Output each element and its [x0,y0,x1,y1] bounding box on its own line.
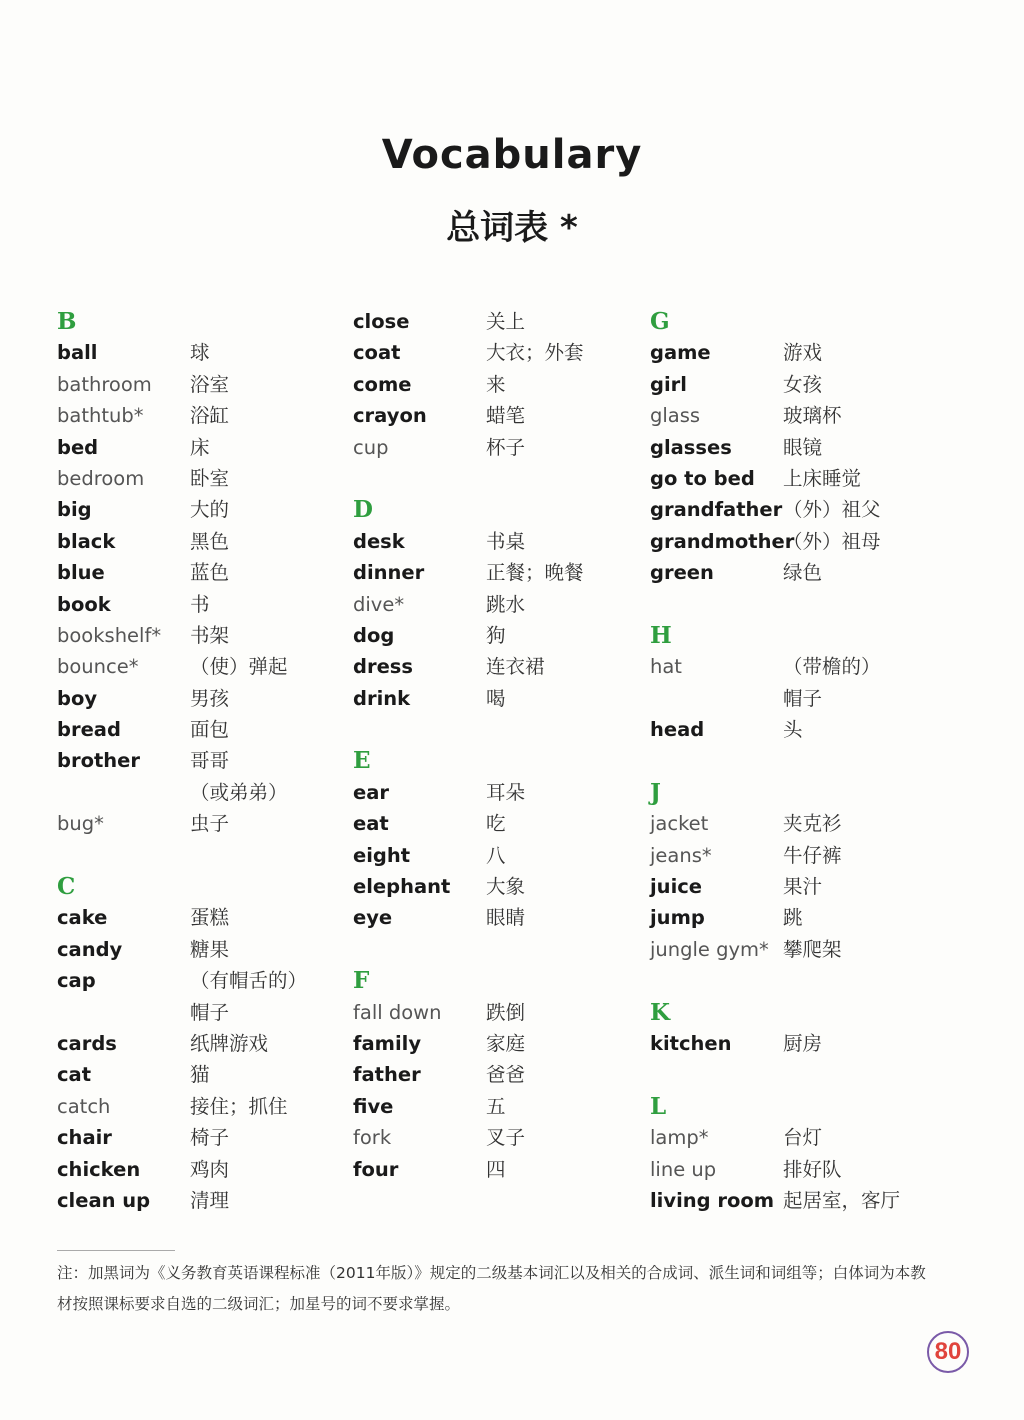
vocab-entry [57,1059,377,1090]
english-word: big [57,498,92,522]
english-word: candy [57,937,123,961]
vocab-entry [353,400,673,431]
vocab-section [650,1059,970,1216]
vocab-entry [650,683,970,714]
english-word: go to bed [650,466,755,490]
chinese-meaning: 攀爬架 [783,937,842,961]
english-word: clean up [57,1188,151,1212]
vocab-entry [57,745,377,776]
chinese-meaning: 椅子 [190,1126,230,1150]
vocab-entry [353,1028,673,1059]
chinese-meaning: 清理 [190,1188,230,1212]
vocab-entry [650,463,970,494]
section-spacer [353,934,673,965]
chinese-meaning: 牛仔裤 [783,843,842,867]
chinese-meaning: 糖果 [190,937,230,961]
section-letter: K [650,998,670,1026]
vocab-section [353,463,673,714]
english-word: jacket [650,812,709,836]
chinese-meaning: 猫 [190,1063,210,1087]
chinese-meaning: 帽子 [190,1000,230,1024]
chinese-meaning: 哥哥 [190,749,230,773]
footnote-divider [57,1250,175,1251]
vocab-entry [353,557,673,588]
vocab-section [57,840,377,1217]
vocab-section [650,745,970,965]
section-spacer [353,463,673,494]
vocab-entry [650,400,970,431]
vocab-entry [353,651,673,682]
chinese-meaning: 大衣；外套 [486,341,584,365]
chinese-meaning: 浴室 [190,372,230,396]
chinese-meaning: 书桌 [486,529,526,553]
english-word: coat [353,341,401,365]
english-word: five [353,1094,394,1118]
vocab-entry [57,997,377,1028]
vocab-entry [650,934,970,965]
vocab-entry [353,997,673,1028]
vocab-entry [353,840,673,871]
vocab-entry [650,651,970,682]
chinese-meaning: 蓝色 [190,561,230,585]
vocab-entry [57,714,377,745]
chinese-meaning: 大的 [190,498,230,522]
footnote-text: 注：加黑词为《义务教育英语课程标准（2011年版）》规定的二级基本词汇以及相关的合成词、派生词和词组等；白体词为本教材按照课标要求自选的二级词汇；加星号的词不要求掌握。 [57,1264,926,1313]
english-word: head [650,718,705,742]
chinese-meaning: 帽子 [783,686,823,710]
chinese-meaning: 绿色 [783,561,823,585]
english-word: fall down [353,1000,442,1024]
vocab-entry [57,337,377,368]
vocab-entry [57,651,377,682]
english-word: glasses [650,435,732,459]
vocab-entry [650,1185,970,1216]
chinese-meaning: 台灯 [783,1126,823,1150]
chinese-meaning: 游戏 [783,341,823,365]
chinese-meaning: 起居室，客厅 [783,1188,901,1212]
english-word: book [57,592,111,616]
english-word: blue [57,561,105,585]
english-word: juice [650,875,703,899]
vocab-section [650,965,970,1059]
english-word: boy [57,686,98,710]
vocab-entry [353,337,673,368]
vocab-entry [353,589,673,620]
vocab-entry [650,557,970,588]
english-word: brother [57,749,141,773]
english-word: eight [353,843,411,867]
english-word: bathtub* [57,404,144,428]
english-word: jungle gym* [650,937,769,961]
vocab-entry [650,337,970,368]
chinese-meaning: （外）祖母 [783,529,881,553]
chinese-meaning: 关上 [486,310,526,333]
vocab-column-2 [353,306,673,1185]
section-spacer [650,589,970,620]
chinese-meaning: 虫子 [190,812,230,836]
chinese-meaning: 吃 [486,812,506,836]
vocab-entry [353,808,673,839]
vocab-entry [57,965,377,996]
english-word: dog [353,623,395,647]
english-word: jump [650,906,705,930]
chinese-meaning: （外）祖父 [783,498,881,522]
chinese-meaning: 狗 [486,623,506,647]
chinese-meaning: 纸牌游戏 [190,1031,269,1055]
chinese-meaning: 来 [486,372,506,396]
vocab-entry [57,1091,377,1122]
vocab-entry [57,432,377,463]
english-word: living room [650,1188,775,1212]
english-word: ball [57,341,98,365]
english-word: chicken [57,1157,141,1181]
vocab-entry [57,494,377,525]
chinese-meaning: 球 [190,341,210,365]
vocab-entry [57,902,377,933]
english-word: grandmother [650,529,795,553]
chinese-meaning: 爸爸 [486,1063,526,1087]
english-word [57,997,190,1028]
section-spacer [353,714,673,745]
chinese-meaning: 浴缸 [190,404,230,428]
english-word: four [353,1157,399,1181]
section-spacer [650,745,970,776]
chinese-meaning: 耳朵 [486,780,526,804]
chinese-meaning: 蜡笔 [486,404,526,428]
chinese-meaning: 眼镜 [783,435,823,459]
vocab-entry [650,1122,970,1153]
section-letter: E [353,747,371,775]
english-word: cat [57,1063,92,1087]
chinese-meaning: 眼睛 [486,906,526,930]
chinese-meaning: 五 [486,1094,506,1118]
vocab-section [650,306,970,589]
english-word: lamp* [650,1126,709,1150]
vocab-entry [353,777,673,808]
chinese-meaning: 上床睡觉 [783,466,862,490]
chinese-meaning: 鸡肉 [190,1157,230,1181]
english-word: game [650,341,711,365]
section-letter: F [353,967,370,995]
english-word: hat [650,655,682,679]
english-word: eat [353,812,389,836]
english-word: chair [57,1126,112,1150]
english-word [57,777,190,808]
chinese-meaning: 正餐；晚餐 [486,561,584,585]
vocab-entry [57,369,377,400]
section-spacer [57,840,377,871]
english-word: elephant [353,875,451,899]
chinese-meaning: 男孩 [190,686,230,710]
vocab-column-3 [650,306,970,1216]
page-number: 80 [927,1331,969,1373]
chinese-meaning: 跳 [783,906,803,930]
english-word: cards [57,1031,117,1055]
english-word: fork [353,1126,392,1150]
chinese-meaning: （使）弹起 [190,655,288,679]
english-word: bread [57,718,121,742]
english-word: bathroom [57,372,152,396]
section-letter: D [353,496,373,524]
vocab-entry [57,1185,377,1216]
vocab-entry [57,1122,377,1153]
vocab-entry [650,1154,970,1185]
chinese-meaning: 卧室 [190,466,230,490]
english-word: cup [353,435,389,459]
chinese-meaning: 女孩 [783,372,823,396]
vocab-entry [650,494,970,525]
english-word: glass [650,404,701,428]
english-word: eye [353,906,393,930]
vocab-entry [353,369,673,400]
vocab-entry [650,808,970,839]
vocab-entry [353,1059,673,1090]
vocab-entry [353,620,673,651]
vocab-entry [650,369,970,400]
chinese-meaning: 接住；抓住 [190,1094,288,1118]
vocab-entry [57,620,377,651]
vocab-entry [57,1028,377,1059]
vocab-section [353,714,673,934]
english-word: green [650,561,714,585]
vocab-entry [353,683,673,714]
chinese-meaning: 连衣裙 [486,655,545,679]
chinese-meaning: 果汁 [783,875,823,899]
english-word: bedroom [57,466,145,490]
english-word: crayon [353,404,427,428]
vocab-entry [353,902,673,933]
vocab-entry [650,526,970,557]
english-word: cake [57,906,108,930]
vocab-entry [650,871,970,902]
chinese-meaning: 头 [783,718,803,742]
vocab-entry [57,683,377,714]
vocab-section [650,589,970,746]
chinese-meaning: 玻璃杯 [783,404,842,428]
vocab-entry [57,400,377,431]
chinese-meaning: 厨房 [783,1031,823,1055]
chinese-meaning: 面包 [190,718,230,742]
english-word: bed [57,435,99,459]
english-word: dress [353,655,414,679]
vocab-section [353,934,673,1185]
vocab-entry [353,432,673,463]
english-word: desk [353,529,405,553]
chinese-meaning: 书 [190,592,210,616]
chinese-meaning: （或弟弟） [190,780,288,804]
vocab-entry [353,1091,673,1122]
vocab-entry [353,1154,673,1185]
english-word: dinner [353,561,425,585]
vocab-entry [650,840,970,871]
section-spacer [650,965,970,996]
section-letter: L [650,1092,667,1120]
english-word: girl [650,372,687,396]
chinese-meaning: 杯子 [486,435,526,459]
vocab-entry [57,589,377,620]
english-word: drink [353,686,411,710]
section-letter: J [650,778,661,806]
english-word: come [353,372,412,396]
vocab-entry [57,934,377,965]
english-word: bookshelf* [57,623,162,647]
vocab-entry [57,526,377,557]
page-subtitle: 总词表 * [446,208,578,248]
english-word: black [57,529,116,553]
english-word: jeans* [650,843,712,867]
vocab-entry [650,902,970,933]
vocab-entry [650,432,970,463]
chinese-meaning: 黑色 [190,529,230,553]
chinese-meaning: 喝 [486,686,506,710]
vocab-entry [353,1122,673,1153]
english-word: ear [353,780,390,804]
english-word: cap [57,969,96,993]
english-word: catch [57,1094,111,1118]
page-title: Vocabulary [381,132,643,178]
vocab-entry [57,463,377,494]
section-letter: H [650,621,672,649]
vocab-entry [353,526,673,557]
english-word: bounce* [57,655,139,679]
english-word: grandfather [650,498,783,522]
chinese-meaning: （带檐的） [783,655,881,679]
chinese-meaning: 书架 [190,623,230,647]
english-word: family [353,1031,422,1055]
chinese-meaning: 排好队 [783,1157,842,1181]
english-word: father [353,1063,421,1087]
chinese-meaning: 床 [190,435,210,459]
section-letter: C [57,873,76,901]
vocab-entry [57,1154,377,1185]
vocab-column-1 [57,306,377,1216]
english-word [650,683,783,714]
english-word: close [353,310,410,333]
chinese-meaning: 大象 [486,875,526,899]
chinese-meaning: 叉子 [486,1126,526,1150]
chinese-meaning: 家庭 [486,1031,526,1055]
chinese-meaning: 跌倒 [486,1000,526,1024]
vocab-entry [57,808,377,839]
vocab-section [353,306,673,463]
vocab-entry [57,557,377,588]
vocab-entry [650,1028,970,1059]
vocab-entry [650,714,970,745]
vocab-entry [353,871,673,902]
section-spacer [650,1059,970,1090]
vocab-entry [353,306,673,337]
chinese-meaning: 夹克衫 [783,812,842,836]
chinese-meaning: 八 [486,843,506,867]
chinese-meaning: 跳水 [486,592,526,616]
english-word: kitchen [650,1031,732,1055]
english-word: bug* [57,812,104,836]
section-letter: G [650,308,670,335]
english-word: line up [650,1157,717,1181]
vocab-section [57,306,377,840]
section-letter: B [57,308,77,335]
chinese-meaning: 蛋糕 [190,906,230,930]
vocab-entry [57,777,377,808]
english-word: dive* [353,592,405,616]
chinese-meaning: 四 [486,1157,506,1181]
chinese-meaning: （有帽舌的） [190,969,308,993]
